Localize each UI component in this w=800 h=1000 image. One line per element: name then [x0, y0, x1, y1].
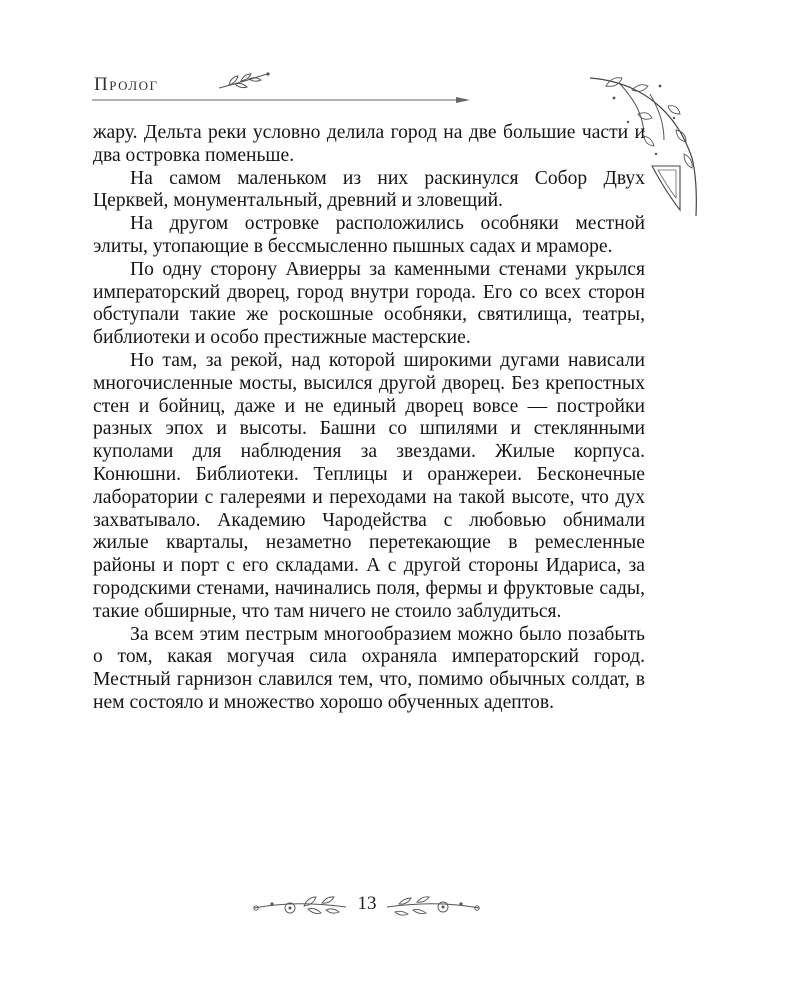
paragraph: Но там, за рекой, над которой широкими дугами нависали многочисленные мосты, высился другой дворец. Без крепостных стен и бойниц, даже и не единый дворец вовсе — постройки разных эпох и высоты. Башни со шпилями и стеклянными куполами для наблюдения за звездами. Жилые корпуса. Конюшни. Библиотеки. Теплицы и оранжереи. Бесконечные лаборатории с галереями и переходами на такой высоте, что дух захватывало. Академию Чародейства с любовью обнимали жилые кварталы, незаметно перетекающие в ремесленные районы и порт с его складами. А с другой стороны Идариса, за городскими стенами, начинались поля, фермы и фруктовые сады, такие обширные, что там ничего не стоило заблудиться. [93, 349, 645, 622]
leaf-sprig-icon [215, 68, 275, 94]
paragraph: На самом маленьком из них раскинулся Собор Двух Церквей, монументальный, древний и зловещий. [93, 167, 645, 212]
body-text [93, 122, 645, 715]
paragraph: жару. Дельта реки условно делила город на две большие части и два островка поменьше. [93, 122, 645, 166]
header-rule-divider [92, 96, 472, 104]
footer-ornament-right-icon [383, 890, 483, 924]
running-header-title: Пролог [94, 74, 159, 95]
page-number: 13 [357, 893, 377, 914]
paragraph: За всем этим пестрым многообразием можно было позабыть о том, какая могучая сила охраняла императорский город. Местный гарнизон славился тем, что, помимо обычных солдат, в нем состояло и множество хорошо обученных адептов. [93, 623, 645, 713]
footer-ornament-left-icon [250, 890, 350, 924]
paragraph: По одну сторону Авиерры за каменными стенами укрылся императорский дворец, город внутри города. Его со всех сторон обступали такие же роскошные особняки, святилища, театры, библиотеки и особо престижные мастерские. [93, 258, 645, 349]
paragraph: На другом островке расположились особняки местной элиты, утопающие в бессмысленно пышных садах и мраморе. [93, 213, 645, 257]
